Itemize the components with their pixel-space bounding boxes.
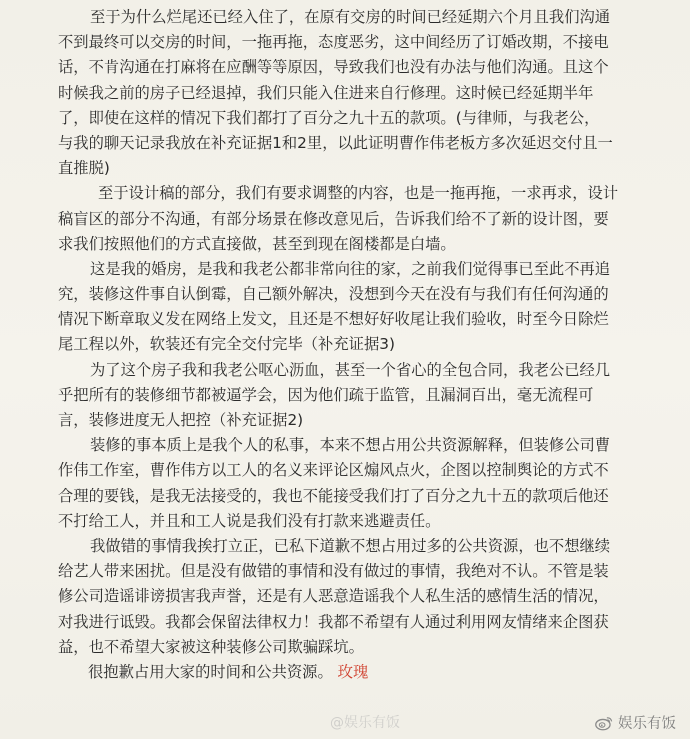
- text-line: 尾工程以外，软装还有完全交付完毕（补充证据3): [58, 335, 395, 354]
- closing-text: 很抱歉占用大家的时间和公共资源。: [88, 662, 333, 681]
- text-line: 合理的要钱，是我无法接受的，我也不能接受我们打了百分之九十五的款项后他还: [58, 486, 609, 505]
- text-line: 言，装修进度无人把控（补充证据2): [58, 411, 304, 429]
- weibo-icon: [595, 715, 614, 731]
- text-line: 了，即使在这样的情况下我们都打了百分之九十五的款项。(与律师，与我老公，: [58, 108, 600, 127]
- paragraph-6: [58, 534, 676, 660]
- text-line: 求我们按照他们的方式直接做，甚至到现在阁楼都是白墙。: [58, 234, 456, 253]
- paragraph-2: [58, 181, 676, 257]
- text-line: 为了这个房子我和我老公呕心沥血，甚至一个省心的全包合同，我老公已经几: [90, 360, 611, 379]
- text-line: 我做错的事情我挨打立正，已私下道歉不想占用过多的公共资源，也不想继续: [90, 536, 611, 555]
- text-line: 究，装修这件事自认倒霉，自己额外解决，没想到今天在没有与我们有任何沟通的: [58, 285, 609, 304]
- text-line: 修公司造谣诽谤损害我声誉，还是有人恶意造谣我个人私生活的感情生活的情况，: [58, 587, 609, 606]
- text-line: 给艺人带来困扰。但是没有做错的事情和没有做过的事情，我绝对不认。不管是装: [58, 562, 609, 581]
- text-line: 时候我之前的房子已经退掉，我们只能入住进来自行修理。这时候已经延期半年: [58, 83, 594, 102]
- paragraph-1: [58, 5, 676, 181]
- text-line: 作伟工作室，曹作伟方以工人的名义来评论区煽风点火，企图以控制舆论的方式不: [58, 461, 609, 480]
- document-content: [58, 5, 676, 685]
- paragraph-4: [58, 358, 676, 434]
- paragraph-5: [58, 433, 676, 534]
- text-line: 装修的事本质上是我个人的私事，本来不想占用公共资源解释，但装修公司曹: [90, 436, 611, 455]
- paragraph-3: [58, 257, 676, 358]
- paragraph-7: [58, 660, 676, 685]
- text-line: 话，不肯沟通在打麻将在应酬等等原因，导致我们也没有办法与他们沟通。且这个: [58, 58, 609, 77]
- closing-line: [58, 660, 676, 685]
- text-line: 稿盲区的部分不沟通，有部分场景在修改意见后，告诉我们给不了新的设计图，要: [58, 209, 609, 228]
- watermark-right-text: 娱乐有饭: [618, 716, 676, 732]
- text-line: 与我的聊天记录我放在补充证据1和2里，以此证明曹作伟老板方多次延迟交付且一: [58, 133, 613, 152]
- text-line: 至于为什么烂尾还已经入住了，在原有交房的时间已经延期六个月且我们沟通: [90, 8, 611, 26]
- text-line: 乎把所有的装修细节都被逼学会，因为他们疏于监管，且漏洞百出，毫无流程可: [58, 385, 594, 404]
- text-line: 对我进行诋毁。我都会保留法律权力！我都不希望有人通过利用网友情绪来企图获: [58, 612, 609, 631]
- text-line: 至于设计稿的部分，我们有要求调整的内容，也是一拖再拖，一求再求，设计: [98, 184, 619, 203]
- watermark-center: @娱乐有饭: [330, 715, 400, 731]
- text-line: 情况下断章取义发在网络上发文，且还是不想好好收尾让我们验收，时至今日除烂: [58, 310, 609, 329]
- text-line: 益，也不希望大家被这种装修公司欺骗踩坑。: [58, 637, 364, 656]
- text-line: 这是我的婚房，是我和我老公都非常向往的家，之前我们觉得事已至此不再追: [90, 259, 611, 278]
- text-line: 不打给工人，并且和工人说是我们没有打款来逃避责任。: [58, 511, 441, 530]
- text-line: 不到最终可以交房的时间，一拖再拖，态度恶劣，这中间经历了订婚改期，不接电: [58, 33, 609, 52]
- watermark-right: [595, 712, 676, 733]
- signature: 玫瑰: [337, 662, 369, 681]
- text-line: 直推脱): [58, 159, 110, 178]
